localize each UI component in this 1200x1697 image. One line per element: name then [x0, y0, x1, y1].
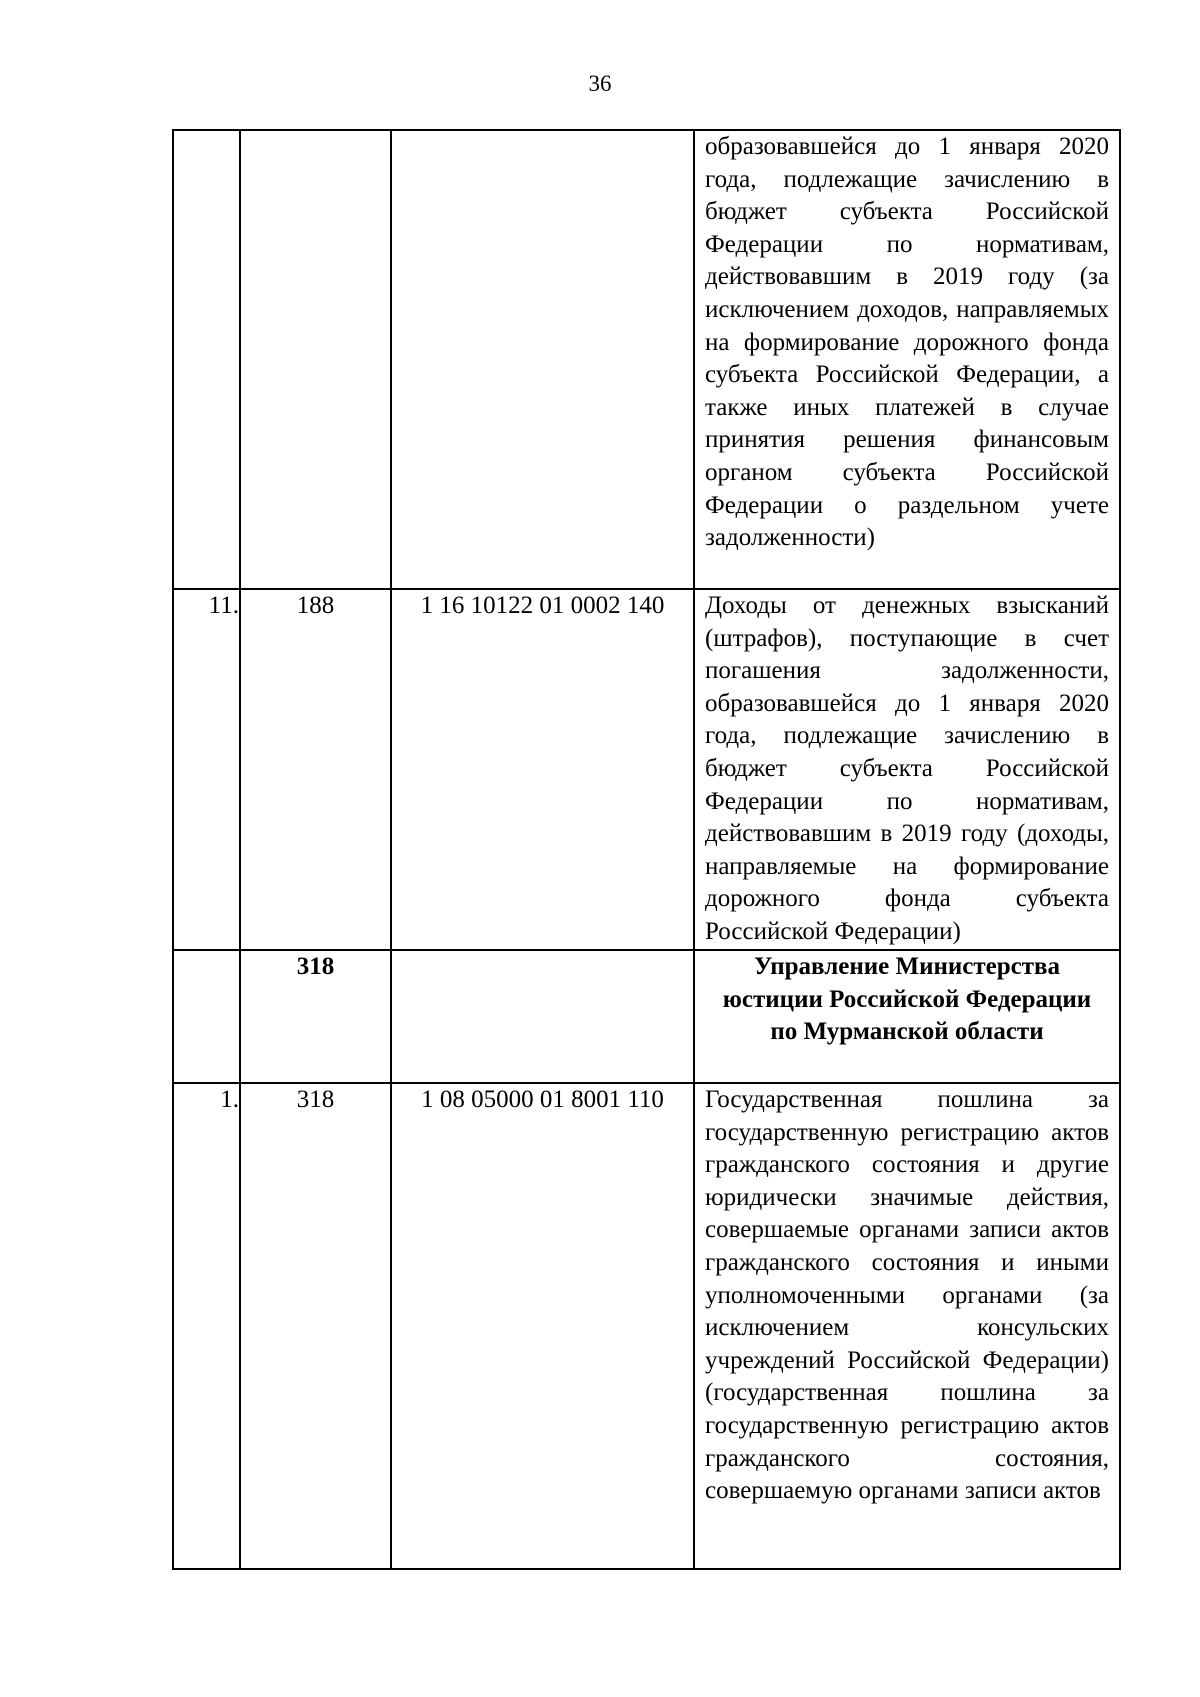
row-number: 11.: [173, 589, 240, 950]
admin-code: [240, 130, 391, 589]
admin-code: 318: [240, 950, 391, 1083]
administrator-name: [694, 950, 1120, 1083]
table-row: [173, 130, 1120, 589]
description-text: образовавшейся до 1 января 2020 года, подлежащие зачислению в бюджет субъекта Российской Федерации по нормативам, действовавшим в 2019 году (за исключением доходов, направляемых на формирование дорожного фонда субъекта Российской Федерации, а также иных платежей в случае принятия решения финансовым органом субъекта Российской Федерации о раздельном учете задолженности): [705, 133, 1109, 552]
admin-code: 318: [240, 1083, 391, 1569]
table-row: [173, 1083, 1120, 1569]
table-row-section-header: [173, 950, 1120, 1083]
kbk-code: 1 16 10122 01 0002 140: [391, 589, 694, 950]
page-number: 36: [588, 71, 612, 96]
row-number: 1.: [173, 1083, 240, 1569]
row-number: [173, 950, 240, 1083]
kbk-code: 1 08 05000 01 8001 110: [391, 1083, 694, 1569]
kbk-code: [391, 950, 694, 1083]
revenue-description: [694, 130, 1120, 589]
kbk-code: [391, 130, 694, 589]
revenue-codes-table: [172, 129, 1121, 1570]
row-number: [173, 130, 240, 589]
description-text: Государственная пошлина за государственную регистрацию актов гражданского состояния и другие юридически значимые действия, совершаемые органами записи актов гражданского состояния и иными уполномоченными органами (за исключением консульских учреждений Российской Федерации) (государственная пошлина за государственную регистрацию актов гражданского состояния, совершаемую органами записи актов: [705, 1086, 1109, 1505]
description-text: Доходы от денежных взысканий (штрафов), поступающие в счет погашения задолженности, образовавшейся до 1 января 2020 года, подлежащие зачислению в бюджет субъекта Российской Федерации по нормативам, действовавшим в 2019 году (доходы, направляемые на формирование дорожного фонда субъекта Российской Федерации): [705, 592, 1109, 945]
admin-code: 188: [240, 589, 391, 950]
administrator-name-text: Управление Министерства юстиции Российской Федерации по Мурманской области: [722, 953, 1092, 1046]
table-row: [173, 589, 1120, 950]
revenue-description: [694, 589, 1120, 950]
revenue-description: [694, 1083, 1120, 1569]
